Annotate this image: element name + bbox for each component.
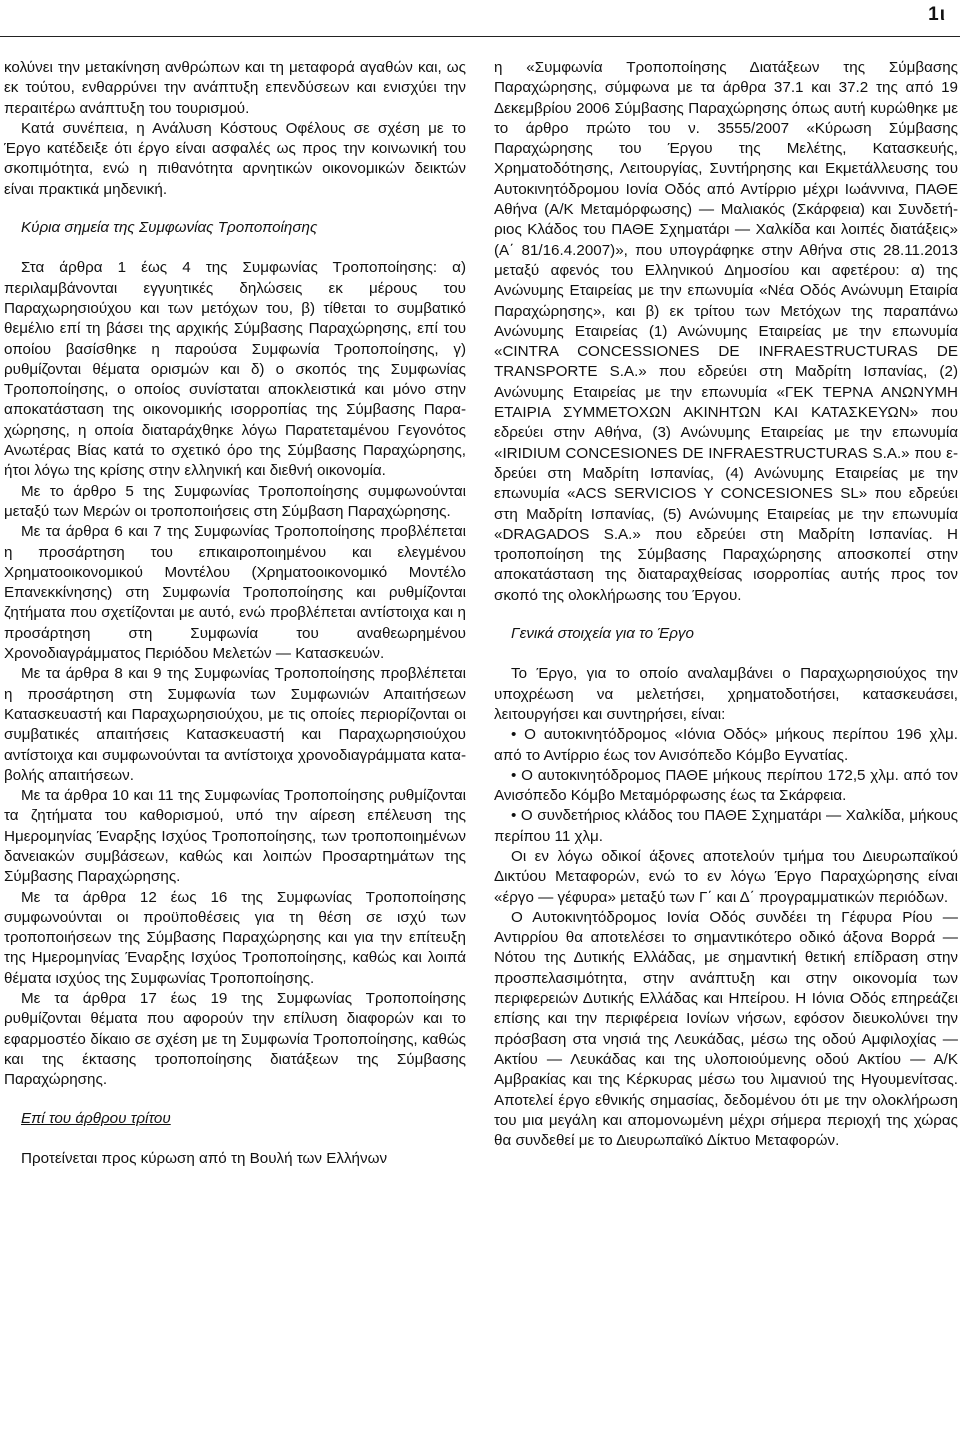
paragraph: Με τα άρθρα 6 και 7 της Συμφωνίας Τροποποίησης προβλέπεται η προσάρτηση του επικαιροποιημένου και ελεγμένου Χρηματοοικονομικού Μοντέλου (Χρηματοοικονομικό Μοντέλο Επανεκκίνησης) στη Συμφωνία Τροποποίησης και ρυθμίζονται ζητήματα που σχετίζονται με αυτό, ενώ προβλέπεται αντίστοιχα και η προσάρτηση στη Συμφωνία του αναθεωρημένου Χρονοδιαγράμματος Περιόδου Μελετών — Κατασκευών. [4, 523, 466, 663]
section-heading: Γενικά στοιχεία για το Έργο [511, 625, 694, 643]
paragraph: Το Έργο, για το οποίο αναλαμβάνει ο Παραχωρησιούχος την υποχρέωση να μελετήσει, χρηματοδοτήσει, κατασκευάσει, λειτουργήσει και συντηρήσει, είναι: [494, 665, 958, 723]
paragraph: Με τα άρθρα 8 και 9 της Συμφωνίας Τροποποίησης προβλέπεται η προσάρτηση στη Συμφωνία των Συμφωνιών Απαιτήσεων Κατασκευαστή και Παραχωρησιούχου, με τις οποίες περιορίζονται οι συμβατικές απαιτήσεις Κατασκευαστή και Παραχωρησιούχου αντίστοιχα και συμφωνούνται τα αντίστοιχα χρονοδιαγράμματα καταβολής απαιτήσεων. [4, 665, 466, 784]
paragraph: Ο Αυτοκινητόδρομος Ιονία Οδός συνδέει τη Γέφυρα Ρίου — Αντιρρίου θα αποτελέσει το σημαντικότερο οδικό άξονα Βορρά — Νότου της Δυτικής Ελλάδας, με σημαντική θετική επίδραση στην προσπελασιμότητα, στην ανάπτυξη και στην οικονομία των περιφερειών Δυτικής Ελλάδας και Ηπείρου. Η Ιόνια Οδός επηρεάζει επίσης και την περιφέρεια Ιονίων νήσων, εφόσον διευκολύνει την πρόσβαση στα νησιά της Λευκάδας, μέσω της οδού Αμφιλοχίας — Ακτίου — Λευκάδας και της υλοποιούμενης οδού Ακτίου — Α/Κ Αμβρακίας και της Κέρκυρας μέσω του λιμανιού της Ηγουμενίτσας. Αποτελεί έργο εθνικής σημασίας, δεδομένου ότι με την ολοκλήρωση του μια μεγάλη και απομονωμένη μέχρι σήμερα περιοχή της χώρας θα συνδεθεί με το Διευρωπαϊκό Δίκτυο Μεταφορών. [494, 908, 958, 1150]
section-heading: Κύρια σημεία της Συμφωνίας Τροποποίησης [21, 219, 318, 237]
paragraph: Προτείνεται προς κύρωση από τη Βουλή των Ελλήνων [21, 1149, 388, 1167]
bullet-item: • Ο αυτοκινητόδρομος «Ιόνια Οδός» μήκους περίπου 196 χλμ. από το Αντίρριο έως τον Ανισόπεδο Κόμβο Εγνατίας. [494, 726, 958, 764]
header-rule [0, 36, 960, 37]
paragraph: Στα άρθρα 1 έως 4 της Συμφωνίας Τροποποίησης: α) περιλαμβάνονται εγγυητικές δηλώσεις εκ μέρους του Παραχωρησιούχου και των μετόχων του, β) τίθεται το συμβατικό θεμέλιο επί τη βάσει της αρχικής Σύμβασης Παραχώρησης, επί του οποίου βασίσθηκε η παρούσα Συμφωνία Τροποποίησης, γ) ρυθμίζονται θέματα ορισμών και δ) ο σκοπός της Συμφωνίας Τροποποίησης, ο οποίος συνίσταται αποκλειστικά και μόνο στην αποκατάσταση της οικονομικής ισορροπίας της Σύμβασης Παραχώρησης, η οποία διαταράχθηκε λόγω Παρατεταμένου Γεγονότος Ανωτέρας Βίας κατά το σχετικό όρο της Σύμβασης Παραχώρησης, ήτοι λόγω της κρίσης στην ελληνική και διεθνή οικονομία. [4, 259, 466, 480]
paragraph: η «Συμφωνία Τροποποίησης Διατάξεων της Σύμβασης Παραχώρησης, σύμφωνα με τα άρθρα 37.1 και 37.2 της από 19 Δεκεμβρίου 2006 Σύμβασης Παραχώρησης όπως αυτή κυρώθηκε με το άρθρο πρώτο του ν. 3555/2007 «Κύρωση Σύμβασης Παραχώρησης του Έργου της Μελέτης, Κατασκευής, Χρηματοδότησης, Λειτουργίας, Συντήρησης και Εκμετάλλευσης του Αυτοκινητόδρομου Ιονία Οδός από Αντίρριο μέχρι Ιωάννινα, ΠΑΘΕ Αθήνα (Α/Κ Μεταμόρφωσης) — Μαλιακός (Σκάρφεια) και Συνδετήριος Κλάδος του ΠΑΘΕ Σχηματάρι — Χαλκίδα και λοιπές διατάξεις» (Α΄ 81/16.4.2007)», που υπογράφηκε στην Αθήνα στις 28.11.2013 μεταξύ αφενός του Ελληνικού Δημοσίου και αφετέρου: α) της Ανώνυμης Εταιρείας με την επωνυμία «Νέα Οδός Ανώνυμη Εταιρία Παραχώρησης», και β) εκ τρίτου των Μετόχων της παραπάνω Ανώνυμης Εταιρείας (1) Ανώνυμης Εταιρείας με την επωνυμία «CINTRA CONCESSIONES DE INFRAESTRUCTURAS DE TRANSPORTE S.A.» που εδρεύει στη Μαδρίτη Ισπανίας, (2) Ανώνυμης Εταιρείας με την επωνυμία «ΓΕΚ ΤΕΡΝΑ ΑΝΩΝΥΜΗ ΕΤΑΙΡΙΑ ΣΥΜΜΕΤΟΧΩΝ ΑΚΙΝΗΤΩΝ ΚΑΙ ΚΑΤΑΣΚΕΥΩΝ» που εδρεύει στην Αθήνα, (3) Ανώνυμης Εταιρείας με την επωνυμία «IRIDIUM CONCESIONES DE INFRAESTRUCTURAS S.A.» που εδρεύει στη Μαδρίτη Ισπανίας, (4) Ανώνυμης Εταιρείας με την επωνυμία «ACS SERVICIOS Y CONCESIONES SL» που εδρεύει στη Μαδρίτη Ισπανίας, (5) Ανώνυμης Εταιρείας με την επωνυμία «DRAGADOS S.A.» που εδρεύει στη Μαδρίτη Ισπανίας. Η τροποποίηση της Σύμβασης Παραχώρησης αποσκοπεί στην αποκατάσταση της διαταραχθείσας ισορροπίας αυτής προς τον σκοπό της ολοκλήρωσης του Έργου. [494, 59, 958, 604]
page-header [0, 0, 960, 36]
bullet-item: • Ο αυτοκινητόδρομος ΠΑΘΕ μήκους περίπου 172,5 χλμ. από τον Ανισόπεδο Κόμβο Μεταμόρφωσης έως τα Σκάρφεια. [494, 766, 958, 805]
paragraph: Οι εν λόγω οδικοί άξονες αποτελούν τμήμα του Διευρωπαϊκού Δικτύου Μεταφορών, ενώ το εν λόγω Έργο Παραχώρησης είναι «έργο — γέφυρα» μεταξύ των Γ΄ και Δ΄ προγραμματικών περιόδων. [494, 847, 958, 906]
right-column [494, 58, 958, 1151]
paragraph: Με τα άρθρα 17 έως 19 της Συμφωνίας Τροποποίησης ρυθμίζονται θέματα που αφορούν την επίλυση διαφορών και το εφαρμοστέο δίκαιο σε σχέση με τη Συμφωνία Τροποποίησης, καθώς και της έκτασης τροποποίησης διατάξεων της Σύμβασης Παραχώρησης. [4, 990, 466, 1089]
paragraph: Με τα άρθρα 10 και 11 της Συμφωνίας Τροποποίησης ρυθμίζονται τα ζητήματα του καθορισμού, υπό την αίρεση επέλευση της Ημερομηνίας Έναρξης Ισχύος Τροποποίησης, των τροποποιημένων δανειακών συμβάσεων, καθώς και λοιπών Προσαρτημάτων της Σύμβασης Παραχώρησης. [4, 787, 466, 886]
bullet-item: • Ο συνδετήριος κλάδος του ΠΑΘΕ Σχηματάρι — Χαλκίδα, μήκους περίπου 11 χλμ. [494, 807, 958, 845]
page-number: 1ι [928, 4, 946, 25]
paragraph: Κατά συνέπεια, η Ανάλυση Κόστους Οφέλους σε σχέση με το Έργο κατέδειξε ότι έργο είναι ασφαλές ως προς την κοινωνική του σκοπιμότητα, ενώ η πιθανότητα αρνητικών οικονομικών δεικτών είναι πρακτικά μηδενική. [4, 119, 466, 198]
paragraph: Με το άρθρο 5 της Συμφωνίας Τροποποίησης συμφωνούνται μεταξύ των Μερών οι τροποποιήσεις στη Σύμβαση Παραχώρησης. [4, 482, 466, 520]
paragraph: κολύνει την μετακίνηση ανθρώπων και τη μεταφορά αγαθών και, ως εκ τούτου, ενθαρρύνει την ανάπτυξη επενδύσεων και ενισχύει την περαιτέρω ανάπτυξη του τουρισμού. [4, 59, 466, 117]
paragraph: Με τα άρθρα 12 έως 16 της Συμφωνίας Τροποποίησης συμφωνούνται οι προϋποθέσεις για τη θέση σε ισχύ των τροποποιήσεων της Σύμβασης Παραχώρησης και για την επίτευξη της Ημερομηνίας Έναρξης Ισχύος Τροποποίησης, καθώς και λοιπά θέματα ισχύος της Συμφωνίας Τροποποίησης. [4, 888, 466, 987]
left-column [4, 58, 466, 1169]
section-heading: Επί του άρθρου τρίτου [21, 1109, 171, 1127]
